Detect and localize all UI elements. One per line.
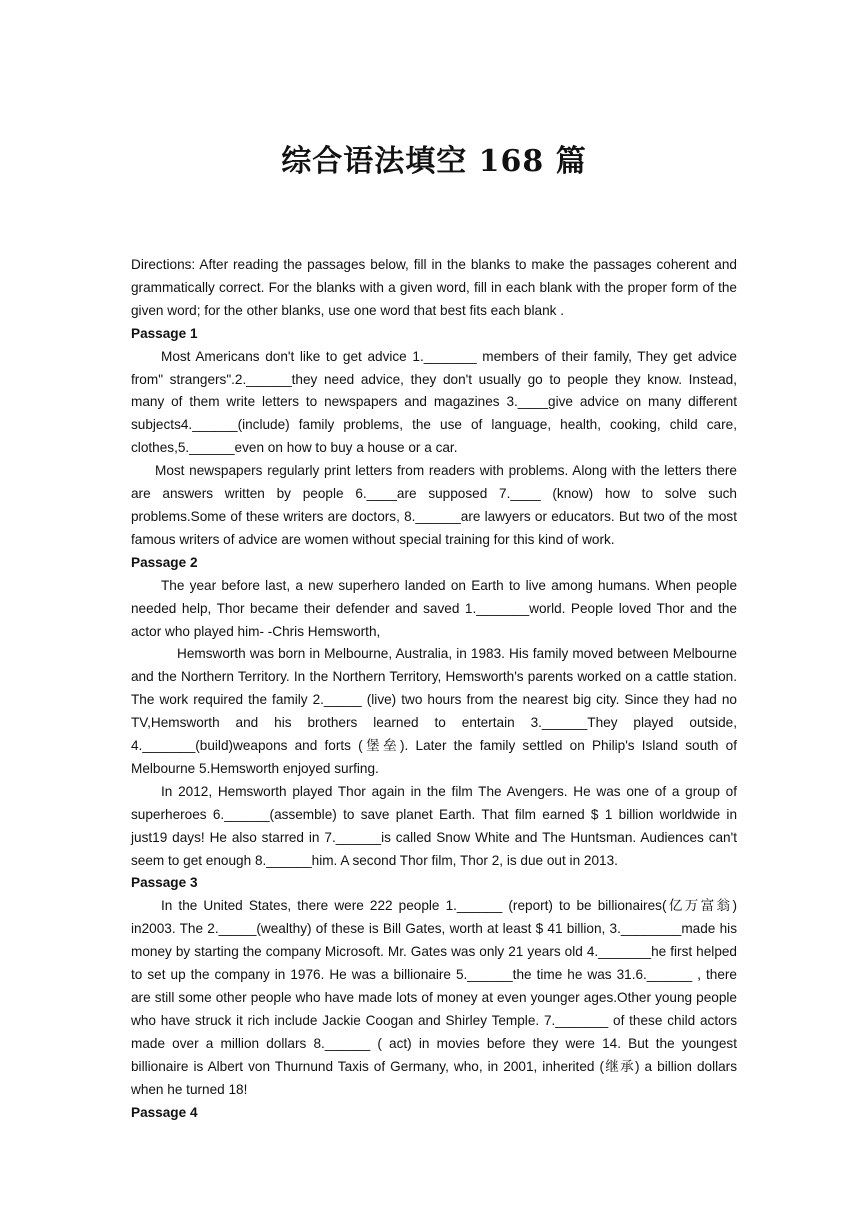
document-body [131, 254, 737, 1124]
document-title: 综合语法填空 168 篇 [281, 144, 587, 179]
passage-2-paragraph-2: Hemsworth was born in Melbourne, Australia, in 1983. His family moved between Melbourne and the Northern Territory. In the Northern Territory, Hemsworth's parents worked on a cattle station. The work required the family 2._____ (live) two hours from the nearest big city. Since they had no TV,Hemsworth and his brothers learned to entertain 3.______They played outside, 4._______(build)weapons and forts (堡垒). Later the family settled on Philip's Island south of Melbourne 5.Hemsworth enjoyed surfing. [131, 646, 737, 776]
passage-1-paragraph-1: Most Americans don't like to get advice 1._______ members of their family, They get advice from" strangers".2.______they need advice, they don't usually go to people they know. Instead, many of them write letters to newspapers and magazines 3.____give advice on many different subjects4.______(include) family problems, the use of language, health, cooking, child care, clothes,5.______even on how to buy a house or a car. [131, 348, 737, 456]
passage-4-heading: Passage 4 [131, 1104, 198, 1120]
passage-2-paragraph-3: In 2012, Hemsworth played Thor again in the film The Avengers. He was one of a group of superheroes 6.______(assemble) to save planet Earth. That film earned $ 1 billion worldwide in just19 days! He also starred in 7.______is called Snow White and The Huntsman. Audiences can't seem to get enough 8.______him. A second Thor film, Thor 2, is due out in 2013. [131, 783, 737, 868]
passage-2-heading: Passage 2 [131, 554, 198, 570]
passage-3-heading: Passage 3 [131, 875, 198, 891]
passage-1-paragraph-2: Most newspapers regularly print letters from readers with problems. Along with the letters there are answers written by people 6.____are supposed 7.____ (know) how to solve such problems.Some of these writers are doctors, 8.______are lawyers or educators. But two of the most famous writers of advice are women without special training for this kind of work. [131, 463, 737, 547]
directions: Directions: After reading the passages below, fill in the blanks to make the passages coherent and grammatically correct. For the blanks with a given word, fill in each blank with the proper form of the given word; for the other blanks, use one word that best fits each blank . [131, 257, 737, 318]
passage-3-paragraph-1: In the United States, there were 222 people 1.______ (report) to be billionaires(亿万富翁) in2003. The 2._____(wealthy) of these is Bill Gates, worth at least $ 41 billion, 3.________made his money by starting the company Microsoft. Mr. Gates was only 21 years old 4._______he first helped to set up the company in 1976. He was a billionaire 5.______the time he was 31.6.______ , there are still some other people who have made lots of money at even younger ages.Other young people who have struck it rich include Jackie Coogan and Shirley Temple. 7._______ of these child actors made over a million dollars 8.______ ( act) in movies before they were 14. But the youngest billionaire is Albert von Thurnund Taxis of Germany, who, in 2001, inherited (继承) a billion dollars when he turned 18! [131, 898, 737, 1097]
passage-1-heading: Passage 1 [131, 325, 198, 341]
passage-2-paragraph-1: The year before last, a new superhero landed on Earth to live among humans. When people needed help, Thor became their defender and saved 1._______world. People loved Thor and the actor who played him- -Chris Hemsworth, [131, 577, 737, 639]
